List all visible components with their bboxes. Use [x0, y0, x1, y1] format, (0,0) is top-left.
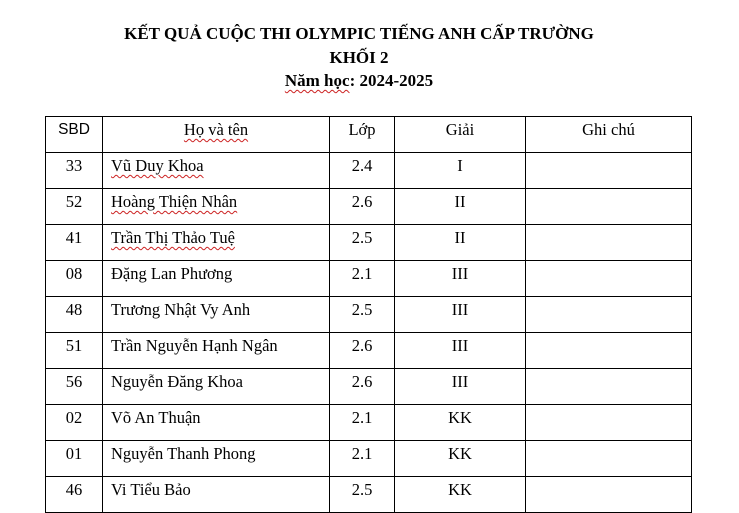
cell-name: Trương Nhật Vy Anh — [103, 297, 330, 333]
cell-name-text: Vũ Duy Khoa — [111, 156, 204, 175]
cell-class: 2.6 — [330, 189, 395, 225]
cell-name — [103, 225, 330, 261]
cell-note — [526, 189, 692, 225]
table-row — [46, 369, 692, 405]
table-row — [46, 225, 692, 261]
cell-name — [103, 189, 330, 225]
cell-name — [103, 153, 330, 189]
table-row — [46, 333, 692, 369]
cell-note — [526, 441, 692, 477]
table-row — [46, 297, 692, 333]
table-row — [46, 189, 692, 225]
header-name-label: Họ và tên — [183, 120, 249, 139]
header-class: Lớp — [330, 117, 395, 153]
cell-sbd: 48 — [46, 297, 103, 333]
cell-sbd: 33 — [46, 153, 103, 189]
document-title: KẾT QUẢ CUỘC THI OLYMPIC TIẾNG ANH CẤP TRƯỜNG — [124, 24, 594, 43]
cell-sbd: 08 — [46, 261, 103, 297]
table-body — [46, 153, 692, 513]
cell-name-text: Trần Thị Thảo Tuệ — [111, 228, 235, 247]
cell-award: II — [395, 225, 526, 261]
cell-name: Trần Nguyễn Hạnh Ngân — [103, 333, 330, 369]
grade-heading: KHỐI 2 — [329, 48, 389, 67]
cell-name: Nguyễn Đăng Khoa — [103, 369, 330, 405]
cell-class: 2.6 — [330, 369, 395, 405]
cell-note — [526, 477, 692, 513]
results-table — [45, 116, 692, 513]
table-row — [46, 477, 692, 513]
header-award: Giải — [395, 117, 526, 153]
cell-name: Nguyễn Thanh Phong — [103, 441, 330, 477]
cell-class: 2.6 — [330, 333, 395, 369]
cell-sbd: 01 — [46, 441, 103, 477]
school-year-label: Năm học — [284, 71, 350, 90]
cell-class: 2.5 — [330, 225, 395, 261]
cell-class: 2.1 — [330, 261, 395, 297]
cell-class: 2.5 — [330, 297, 395, 333]
cell-note — [526, 153, 692, 189]
cell-note — [526, 405, 692, 441]
table-row — [46, 405, 692, 441]
header-note: Ghi chú — [526, 117, 692, 153]
cell-award: III — [395, 333, 526, 369]
cell-class: 2.4 — [330, 153, 395, 189]
cell-sbd: 52 — [46, 189, 103, 225]
table-row — [46, 153, 692, 189]
cell-award: KK — [395, 441, 526, 477]
table-header-row — [46, 117, 692, 153]
header-name — [103, 117, 330, 153]
cell-class: 2.5 — [330, 477, 395, 513]
cell-sbd: 51 — [46, 333, 103, 369]
cell-award: III — [395, 261, 526, 297]
school-year-value: : 2024-2025 — [349, 71, 434, 90]
cell-note — [526, 225, 692, 261]
cell-name-text: Hoàng Thiện Nhân — [111, 192, 238, 211]
cell-award: III — [395, 297, 526, 333]
cell-note — [526, 297, 692, 333]
header-sbd: SBD — [46, 117, 103, 153]
cell-sbd: 46 — [46, 477, 103, 513]
cell-award: II — [395, 189, 526, 225]
cell-award: III — [395, 369, 526, 405]
table-row — [46, 261, 692, 297]
cell-sbd: 56 — [46, 369, 103, 405]
cell-note — [526, 333, 692, 369]
cell-note — [526, 369, 692, 405]
table-row — [46, 441, 692, 477]
cell-sbd: 02 — [46, 405, 103, 441]
cell-name: Vi Tiểu Bảo — [103, 477, 330, 513]
cell-award: KK — [395, 477, 526, 513]
cell-name: Đặng Lan Phương — [103, 261, 330, 297]
cell-sbd: 41 — [46, 225, 103, 261]
cell-class: 2.1 — [330, 441, 395, 477]
school-year-line — [0, 71, 718, 91]
cell-class: 2.1 — [330, 405, 395, 441]
cell-note — [526, 261, 692, 297]
cell-name: Võ An Thuận — [103, 405, 330, 441]
cell-award: I — [395, 153, 526, 189]
cell-award: KK — [395, 405, 526, 441]
